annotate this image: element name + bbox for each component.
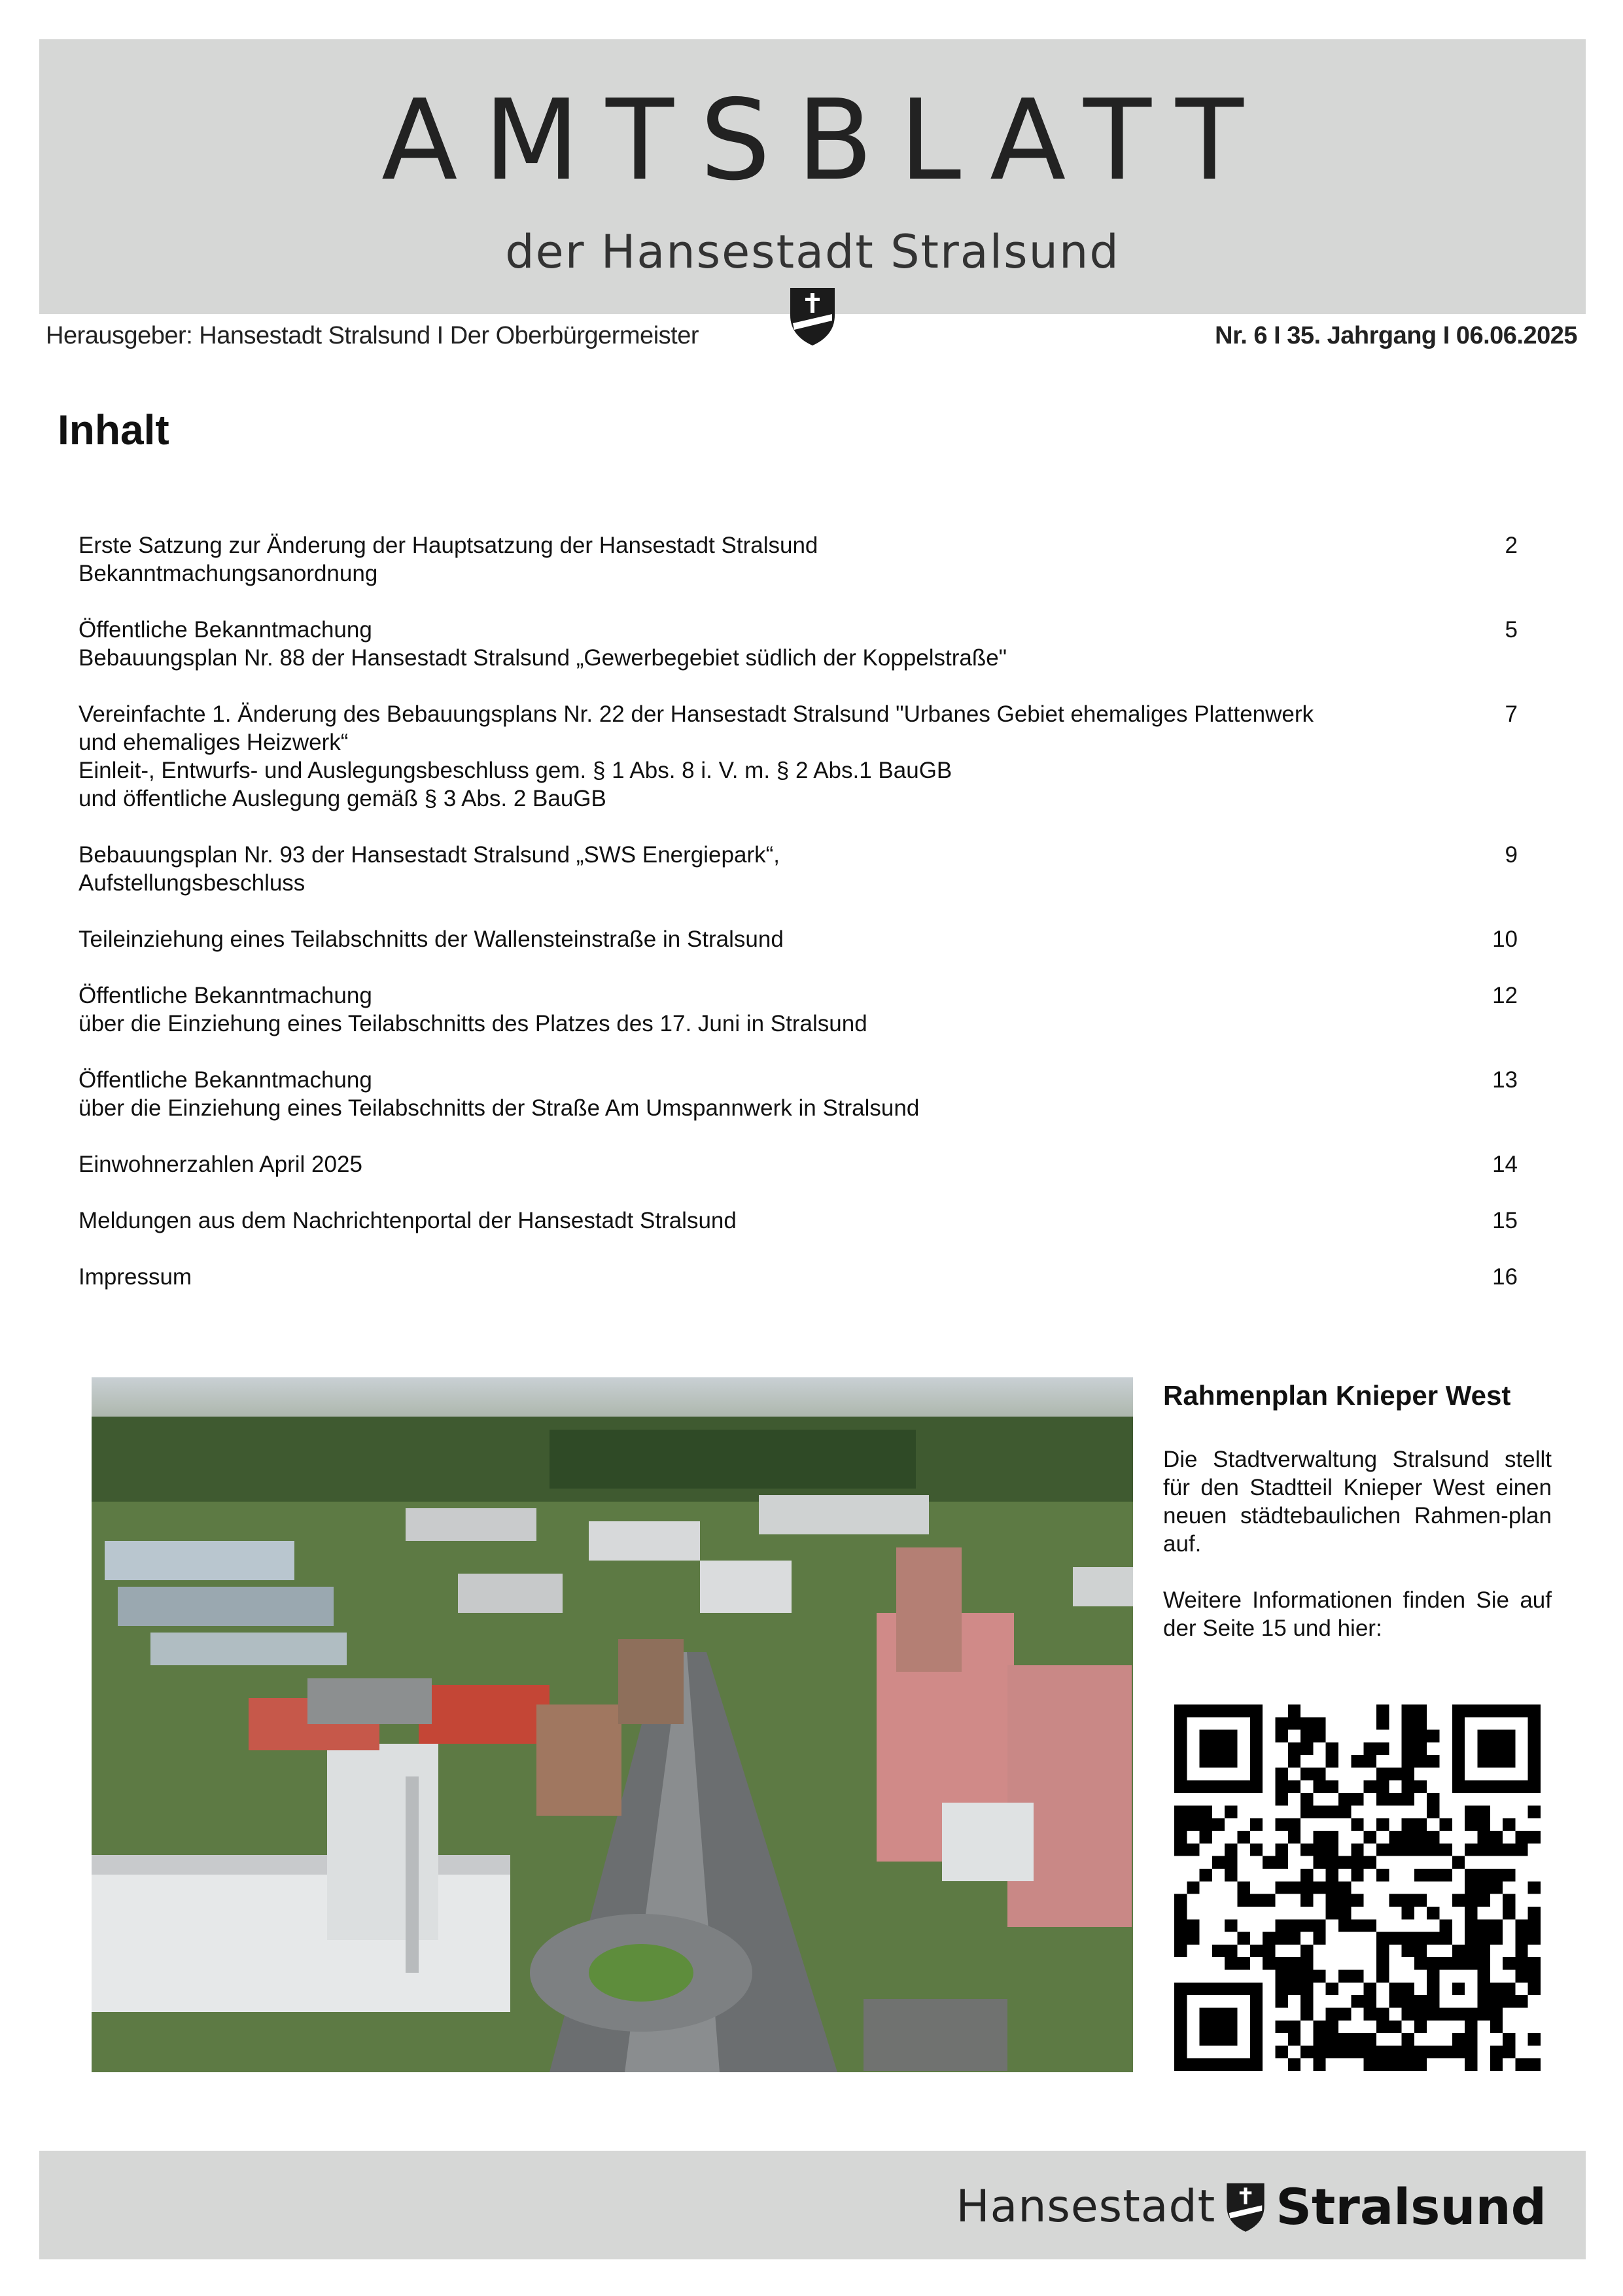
toc-page-number: 10 [1492, 927, 1518, 952]
toc-page-number: 9 [1505, 842, 1518, 868]
toc-item-line: Bebauungsplan Nr. 93 der Hansestadt Stralsund „SWS Energiepark“, [79, 842, 780, 868]
feature-paragraph-1: Die Stadtverwaltung Stralsund stellt für den Stadtteil Knieper West einen neuen städtebaulichen Rahmen-plan auf. [1163, 1447, 1552, 1557]
toc-page-number: 5 [1505, 617, 1518, 643]
aerial-photo [92, 1377, 1133, 2072]
toc-item-line: Meldungen aus dem Nachrichtenportal der Hansestadt Stralsund [79, 1208, 737, 1233]
toc-item-line: Erste Satzung zur Änderung der Hauptsatzung der Hansestadt Stralsund [79, 533, 818, 558]
footer-logo [956, 2177, 1546, 2236]
toc-page-number: 2 [1505, 533, 1518, 558]
toc-item-line: Einwohnerzahlen April 2025 [79, 1152, 362, 1177]
footer-crest-icon [1225, 2179, 1266, 2234]
masthead-subtitle: der Hansestadt Stralsund [505, 225, 1120, 279]
publication-row [46, 322, 1577, 355]
toc-item[interactable] [79, 531, 1518, 588]
toc-item[interactable] [79, 700, 1518, 813]
toc-item[interactable] [79, 616, 1518, 672]
toc-item-line: Öffentliche Bekanntmachung [79, 1067, 372, 1093]
toc-page-number: 12 [1492, 983, 1518, 1008]
toc-page-number: 14 [1492, 1152, 1518, 1177]
toc-item-line: und öffentliche Auslegung gemäß § 3 Abs. 2 BauGB [79, 786, 606, 811]
masthead [39, 39, 1586, 314]
toc-heading: Inhalt [58, 406, 169, 453]
toc-item-line: über die Einziehung eines Teilabschnitts der Straße Am Umspannwerk in Stralsund [79, 1095, 920, 1121]
toc-item[interactable] [79, 1066, 1518, 1122]
feature-box [1163, 1377, 1552, 1670]
toc-item-line: Aufstellungsbeschluss [79, 870, 305, 896]
toc-item-line: Öffentliche Bekanntmachung [79, 617, 372, 643]
publisher-text: Herausgeber: Hansestadt Stralsund I Der Oberbürgermeister [46, 322, 699, 349]
toc-item[interactable] [79, 981, 1518, 1038]
footer-city-name: Stralsund [1276, 2177, 1546, 2236]
toc-item-line: über die Einziehung eines Teilabschnitts des Platzes des 17. Juni in Stralsund [79, 1011, 867, 1036]
toc-item-line: Bekanntmachungsanordnung [79, 561, 378, 586]
table-of-contents [79, 531, 1518, 1319]
feature-title: Rahmenplan Knieper West [1163, 1380, 1511, 1411]
toc-page-number: 15 [1492, 1208, 1518, 1233]
toc-item[interactable] [79, 1207, 1518, 1235]
issue-info: Nr. 6 I 35. Jahrgang I 06.06.2025 [1215, 322, 1577, 349]
footer-city-prefix: Hansestadt [956, 2180, 1216, 2233]
toc-item-line: Teileinziehung eines Teilabschnitts der Wallensteinstraße in Stralsund [79, 927, 784, 952]
toc-item-line: und ehemaliges Heizwerk“ [79, 730, 349, 755]
toc-item[interactable] [79, 1263, 1518, 1291]
qr-code-icon[interactable] [1174, 1704, 1541, 2071]
masthead-title: AMTSBLATT [381, 76, 1270, 205]
toc-item-line: Einleit-, Entwurfs- und Auslegungsbeschluss gem. § 1 Abs. 8 i. V. m. § 2 Abs.1 BauGB [79, 758, 952, 783]
toc-page-number: 16 [1492, 1264, 1518, 1290]
toc-item-line: Vereinfachte 1. Änderung des Bebauungsplans Nr. 22 der Hansestadt Stralsund "Urbanes Gebiet ehemaliges Plattenwerk [79, 701, 1314, 727]
feature-paragraph-2: Weitere Informationen finden Sie auf der Seite 15 und hier: [1163, 1587, 1552, 1641]
toc-item[interactable] [79, 1150, 1518, 1178]
toc-item[interactable] [79, 841, 1518, 897]
toc-item[interactable] [79, 925, 1518, 953]
toc-item-line: Öffentliche Bekanntmachung [79, 983, 372, 1008]
toc-item-line: Impressum [79, 1264, 192, 1290]
toc-page-number: 13 [1492, 1067, 1518, 1093]
toc-page-number: 7 [1505, 701, 1518, 727]
toc-item-line: Bebauungsplan Nr. 88 der Hansestadt Stralsund „Gewerbegebiet südlich der Koppelstraße" [79, 645, 1007, 671]
footer-band [39, 2151, 1586, 2259]
